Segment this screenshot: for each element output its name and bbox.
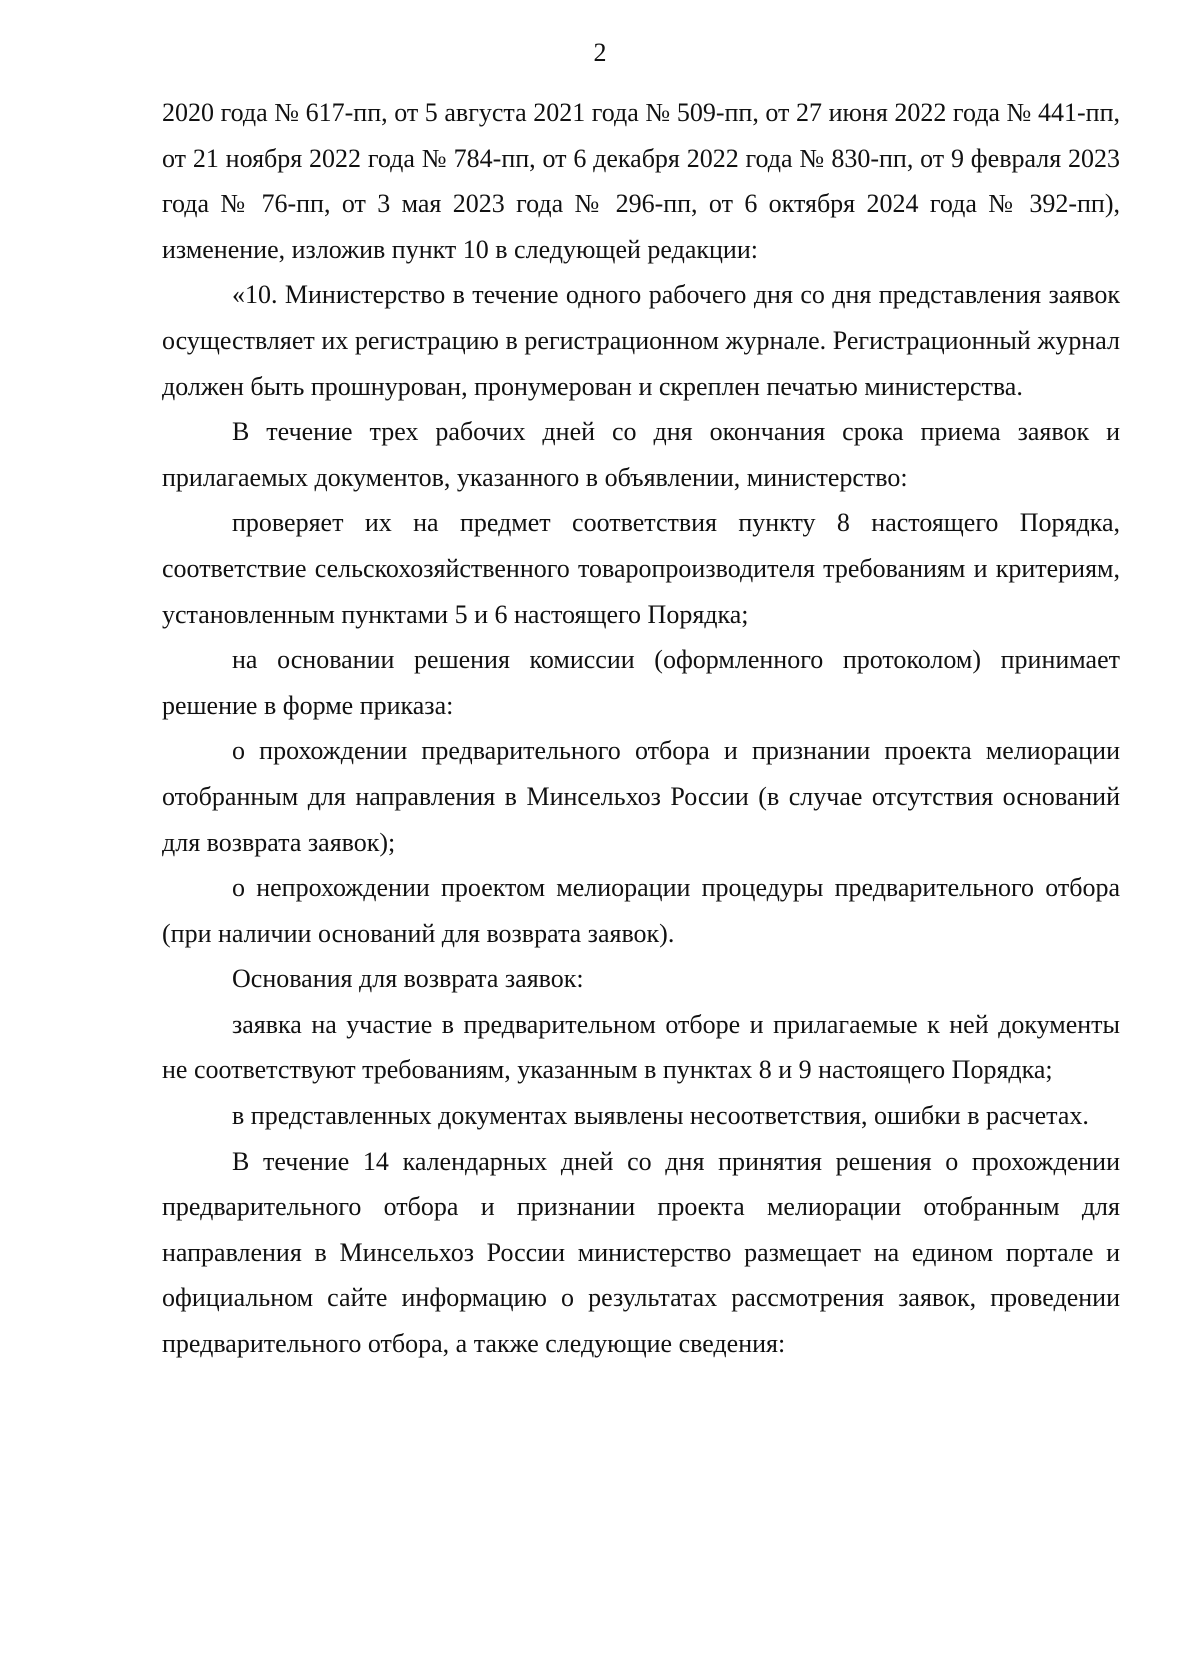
paragraph-8: Основания для возврата заявок: bbox=[232, 964, 584, 994]
paragraph-2: «10. Министерство в течение одного рабочего дня со дня представления заявок осуществляет их регистрацию в регистрационном журнале. Регистрационный журнал должен быть прошнурован, пронумерован и скреплен печатью министерства. bbox=[162, 280, 1120, 401]
paragraph-11: В течение 14 календарных дней со дня принятия решения о прохождении предварительного отбора и признании проекта мелиорации отобранным для направления в Минсельхоз России министерство размещает на едином портале и официальном сайте информацию о результатах рассмотрения заявок, проведении предварительного отбора, а также следующие сведения: bbox=[162, 1146, 1120, 1359]
paragraph-9: заявка на участие в предварительном отборе и прилагаемые к ней документы не соответствуют требованиям, указанным в пунктах 8 и 9 настоящего Порядка; bbox=[162, 1009, 1120, 1085]
paragraph-6: о прохождении предварительного отбора и признании проекта мелиорации отобранным для направления в Минсельхоз России (в случае отсутствия оснований для возврата заявок); bbox=[162, 736, 1120, 857]
page-number: 2 bbox=[593, 38, 607, 67]
paragraph-5: на основании решения комиссии (оформленного протоколом) принимает решение в форме приказа: bbox=[162, 645, 1120, 720]
paragraph-4: проверяет их на предмет соответствия пункту 8 настоящего Порядка, соответствие сельскохозяйственного товаропроизводителя требованиям и критериям, установленным пунктами 5 и 6 настоящего Порядка; bbox=[162, 508, 1120, 629]
document-body bbox=[162, 90, 1120, 1367]
paragraph-3: В течение трех рабочих дней со дня окончания срока приема заявок и прилагаемых документов, указанного в объявлении, министерство: bbox=[162, 417, 1120, 492]
paragraph-7: о непрохождении проектом мелиорации процедуры предварительного отбора (при наличии оснований для возврата заявок). bbox=[162, 873, 1120, 948]
paragraph-1: 2020 года № 617-пп, от 5 августа 2021 года № 509-пп, от 27 июня 2022 года № 441-пп, от 21 ноября 2022 года № 784-пп, от 6 декабря 2022 года № 830-пп, от 9 февраля 2023 года № 76-пп, от 3 мая 2023 года № 296-пп, от 6 октября 2024 года № 392-пп), изменение, изложив пункт 10 в следующей редакции: bbox=[162, 98, 1120, 264]
paragraph-10: в представленных документах выявлены несоответствия, ошибки в расчетах. bbox=[232, 1101, 1089, 1131]
